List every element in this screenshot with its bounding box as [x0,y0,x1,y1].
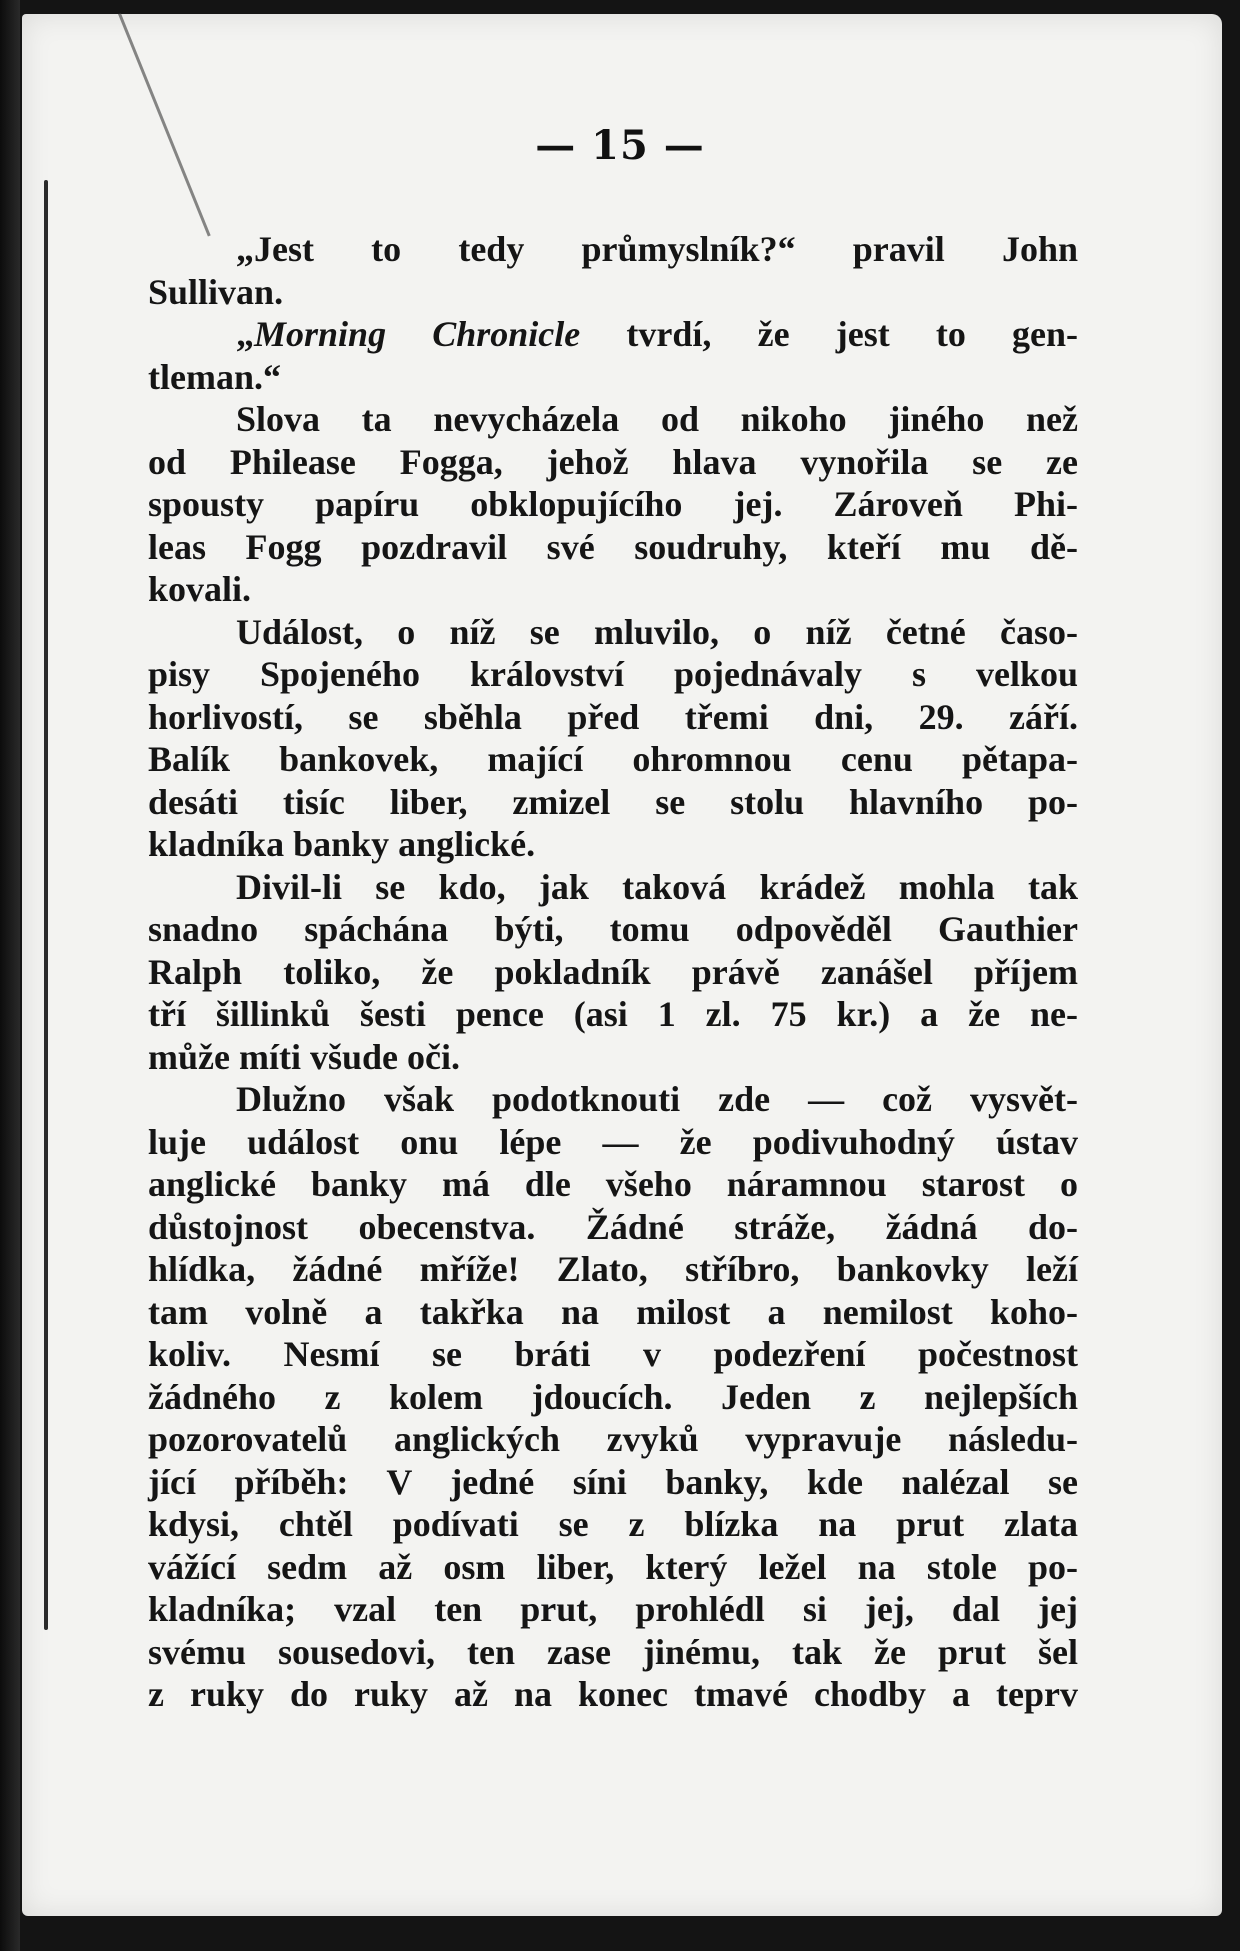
book-spine-edge [0,0,20,1951]
text-line: luje událost onu lépe — že podivuhodný ústav [148,1121,1078,1162]
text-line: spousty papíru obklopujícího jej. Zároveň Phi- [148,484,1078,524]
text-line: žádného z kolem jdoucích. Jeden z nejlepších [148,1376,1078,1417]
text-line: pisy Spojeného království pojednávaly s velkou [148,654,1078,694]
text-line: kdysi, chtěl podívati se z blízka na prut zlata [148,1504,1078,1544]
text-line: kovali. [148,569,252,609]
text-line: leas Fogg pozdravil své soudruhy, kteří mu dě- [148,526,1078,567]
text-line: pozorovatelů anglických zvyků vypravuje následu- [148,1419,1078,1459]
text-line: jící příběh: V jedné síni banky, kde nalézal se [148,1461,1078,1502]
text-line: kladníka banky anglické. [148,824,536,864]
text-line-prefix: „ [236,314,254,354]
binding-shadow-line [44,180,48,1630]
text-line: Dlužno však podotknouti zde — což vysvět- [236,1079,1078,1119]
text-line: Sullivan. [148,271,284,312]
text-line: Událost, o níž se mluvilo, o níž četné časo- [236,611,1078,652]
page-number: — 15 — [535,122,705,169]
italic-newspaper-title: Morning Chronicle [254,314,581,354]
text-line: hlídka, žádné mříže! Zlato, stříbro, bankovky leží [148,1249,1078,1289]
text-line: Ralph toliko, že pokladník právě zanášel příjem [148,951,1078,992]
text-line: z ruky do ruky až na konec tmavé chodby a teprv [148,1674,1078,1714]
text-line: může míti všude oči. [148,1036,460,1077]
text-line: anglické banky má dle všeho náramnou starost o [148,1164,1078,1204]
text-line: svému sousedovi, ten zase jinému, tak že prut šel [148,1631,1078,1672]
text-line: kladníka; vzal ten prut, prohlédl si jej, dal jej [148,1589,1078,1629]
text-line: koliv. Nesmí se bráti v podezření počestnost [148,1334,1078,1374]
text-line: od Philease Fogga, jehož hlava vynořila se ze [148,441,1078,482]
text-line: Divil-li se kdo, jak taková krádež mohla tak [236,866,1078,907]
text-line: vážící sedm až osm liber, který ležel na stole po- [148,1546,1078,1587]
text-line: snadno spáchána býti, tomu odpověděl Gauthier [148,909,1078,949]
text-line: tleman.“ [148,356,281,397]
text-line: „Jest to tedy průmyslník?“ pravil John [236,229,1078,269]
text-line: tam volně a takřka na milost a nemilost koho- [148,1291,1078,1332]
text-line: důstojnost obecenstva. Žádné stráže, žádná do- [148,1206,1078,1247]
text-line: horlivostí, se sběhla před třemi dni, 29. září. [148,696,1078,737]
text-line: Balík bankovek, mající ohromnou cenu pětapa- [148,739,1078,779]
text-line: desáti tisíc liber, zmizel se stolu hlavního po- [148,781,1078,822]
text-line: tří šillinků šesti pence (asi 1 zl. 75 kr.) a že ne- [148,994,1078,1034]
text-line: Slova ta nevycházela od nikoho jiného než [236,399,1078,439]
body-text [148,228,1078,1716]
text-line-suffix: tvrdí, že jest to gen- [580,314,1079,354]
text-line [148,313,1078,356]
